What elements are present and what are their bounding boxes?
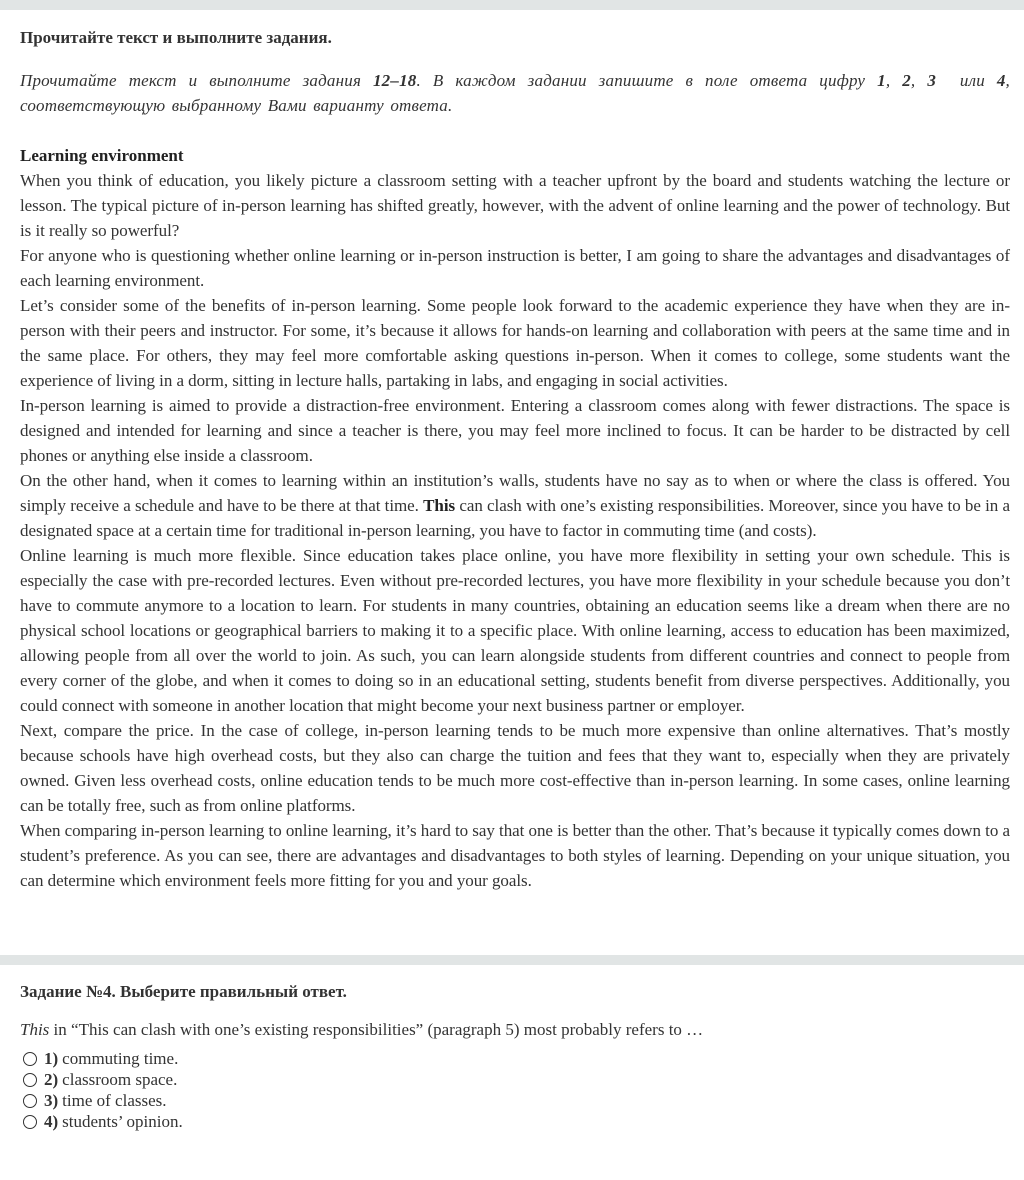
instruction-text xyxy=(20,68,1010,118)
option-label: classroom space. xyxy=(62,1069,178,1089)
task-range: 12–18 xyxy=(372,71,417,90)
instruction-part: Прочитайте текст и выполните задания xyxy=(20,71,373,90)
option-label: commuting time. xyxy=(62,1048,179,1068)
answer-option-3[interactable] xyxy=(20,1090,1010,1111)
paragraph-text: can clash with one’s existing responsibilities. Moreover, since you have to be in a designated space at a certain time for traditional in-person learning, you have to factor in commuting time (and costs). xyxy=(20,496,1010,540)
text-paragraph: In-person learning is aimed to provide a distraction-free environment. Entering a classroom comes along with fewer distractions. The space is designed and intended for learning and since a teacher is there, you may feel more inclined to focus. It can be harder to be distracted by cell phones or anything else inside a classroom. xyxy=(20,396,1010,465)
text-paragraph-5 xyxy=(20,468,1010,543)
paragraph-text: On the other hand, when it comes to learning within an institution’s walls, students have no say as to when or where the class is offered. You simply receive a schedule and have to be there at that time. xyxy=(20,471,1010,515)
answer-digit: 2 xyxy=(902,71,911,90)
highlighted-word: This xyxy=(423,496,456,515)
answer-digit: 4 xyxy=(996,71,1006,90)
text-title: Learning environment xyxy=(20,146,184,165)
radio-button[interactable] xyxy=(23,1094,37,1108)
option-label: time of classes. xyxy=(62,1090,167,1110)
answer-digit: 3 xyxy=(927,71,937,90)
text-paragraph: For anyone who is questioning whether online learning or in-person instruction is better, I am going to share the advantages and disadvantages of each learning environment. xyxy=(20,246,1010,290)
option-label: students’ opinion. xyxy=(62,1111,183,1131)
answer-option-1[interactable] xyxy=(20,1048,1010,1069)
answer-option-4[interactable] xyxy=(20,1111,1010,1132)
radio-button[interactable] xyxy=(23,1052,37,1066)
question-rest: in “This can clash with one’s existing responsibilities” (paragraph 5) most probably refers to … xyxy=(49,1020,704,1039)
radio-button[interactable] xyxy=(23,1073,37,1087)
answer-digit: 1 xyxy=(877,71,886,90)
instruction-part: , xyxy=(885,71,903,90)
question-text xyxy=(20,1017,1010,1042)
task-section xyxy=(20,980,1010,1132)
task-heading: Задание №4. Выберите правильный ответ. xyxy=(20,982,347,1001)
option-number: 2) xyxy=(44,1069,59,1089)
option-number: 1) xyxy=(44,1048,59,1068)
radio-button[interactable] xyxy=(23,1115,37,1129)
instruction-part: , соответствующую выбранному Вами варианту ответа. xyxy=(20,71,1010,115)
option-number: 3) xyxy=(44,1090,59,1110)
text-paragraph: When comparing in-person learning to online learning, it’s hard to say that one is better than the other. That’s because it typically comes down to a student’s preference. As you can see, there are advantages and disadvantages to both styles of learning. Depending on your unique situation, you can determine which environment feels more fitting for you and your goals. xyxy=(20,821,1010,890)
text-paragraph: Let’s consider some of the benefits of in-person learning. Some people look forward to the academic experience they have when they are in-person with their peers and instructor. For some, it’s because it allows for hands-on learning and collaboration with peers at the same time and in the same place. For others, they may feel more comfortable asking questions in-person. When it comes to college, some students want the experience of living in a dorm, sitting in lecture halls, partaking in labs, and engaging in social activities. xyxy=(20,296,1010,390)
section-divider-bar xyxy=(0,955,1024,965)
option-number: 4) xyxy=(44,1111,59,1131)
answer-options xyxy=(20,1048,1010,1132)
instruction-part: . В каждом задании запишите в поле ответа цифру xyxy=(416,71,878,90)
text-paragraph: Next, compare the price. In the case of college, in-person learning tends to be much more expensive than online alternatives. That’s mostly because schools have high overhead costs, but they also can charge the tuition and fees that they want to, especially when they are privately owned. Given less overhead costs, online education tends to be much more cost-effective than in-person learning. In some cases, online learning can be totally free, such as from online platforms. xyxy=(20,721,1010,815)
section-heading: Прочитайте текст и выполните задания. xyxy=(20,28,332,47)
text-paragraph: Online learning is much more flexible. Since education takes place online, you have more flexibility in setting your own schedule. This is especially the case with pre-recorded lectures. Even without pre-recorded lectures, you have more flexibility in your schedule because you don’t have to commute anymore to a location to learn. For students in many countries, obtaining an education seems like a dream when there are no physical school locations or geographical barriers to making it to a specific place. With online learning, access to education has been maximized, allowing people from all over the world to join. As such, you can learn alongside students from different countries and connect to people from every corner of the globe, and when it comes to doing so in an educational setting, students benefit from diverse perspectives. Additionally, you could connect with someone in another location that might become your next business partner or employer. xyxy=(20,546,1010,715)
reading-section xyxy=(20,26,1010,893)
instruction-part: или xyxy=(936,71,997,90)
text-paragraph: When you think of education, you likely picture a classroom setting with a teacher upfront by the board and students watching the lecture or lesson. The typical picture of in-person learning has shifted greatly, however, with the advent of online learning and the power of technology. But is it really so powerful? xyxy=(20,171,1010,240)
instruction-part: , xyxy=(910,71,928,90)
question-keyword: This xyxy=(20,1020,50,1039)
answer-option-2[interactable] xyxy=(20,1069,1010,1090)
top-divider-bar xyxy=(0,0,1024,10)
